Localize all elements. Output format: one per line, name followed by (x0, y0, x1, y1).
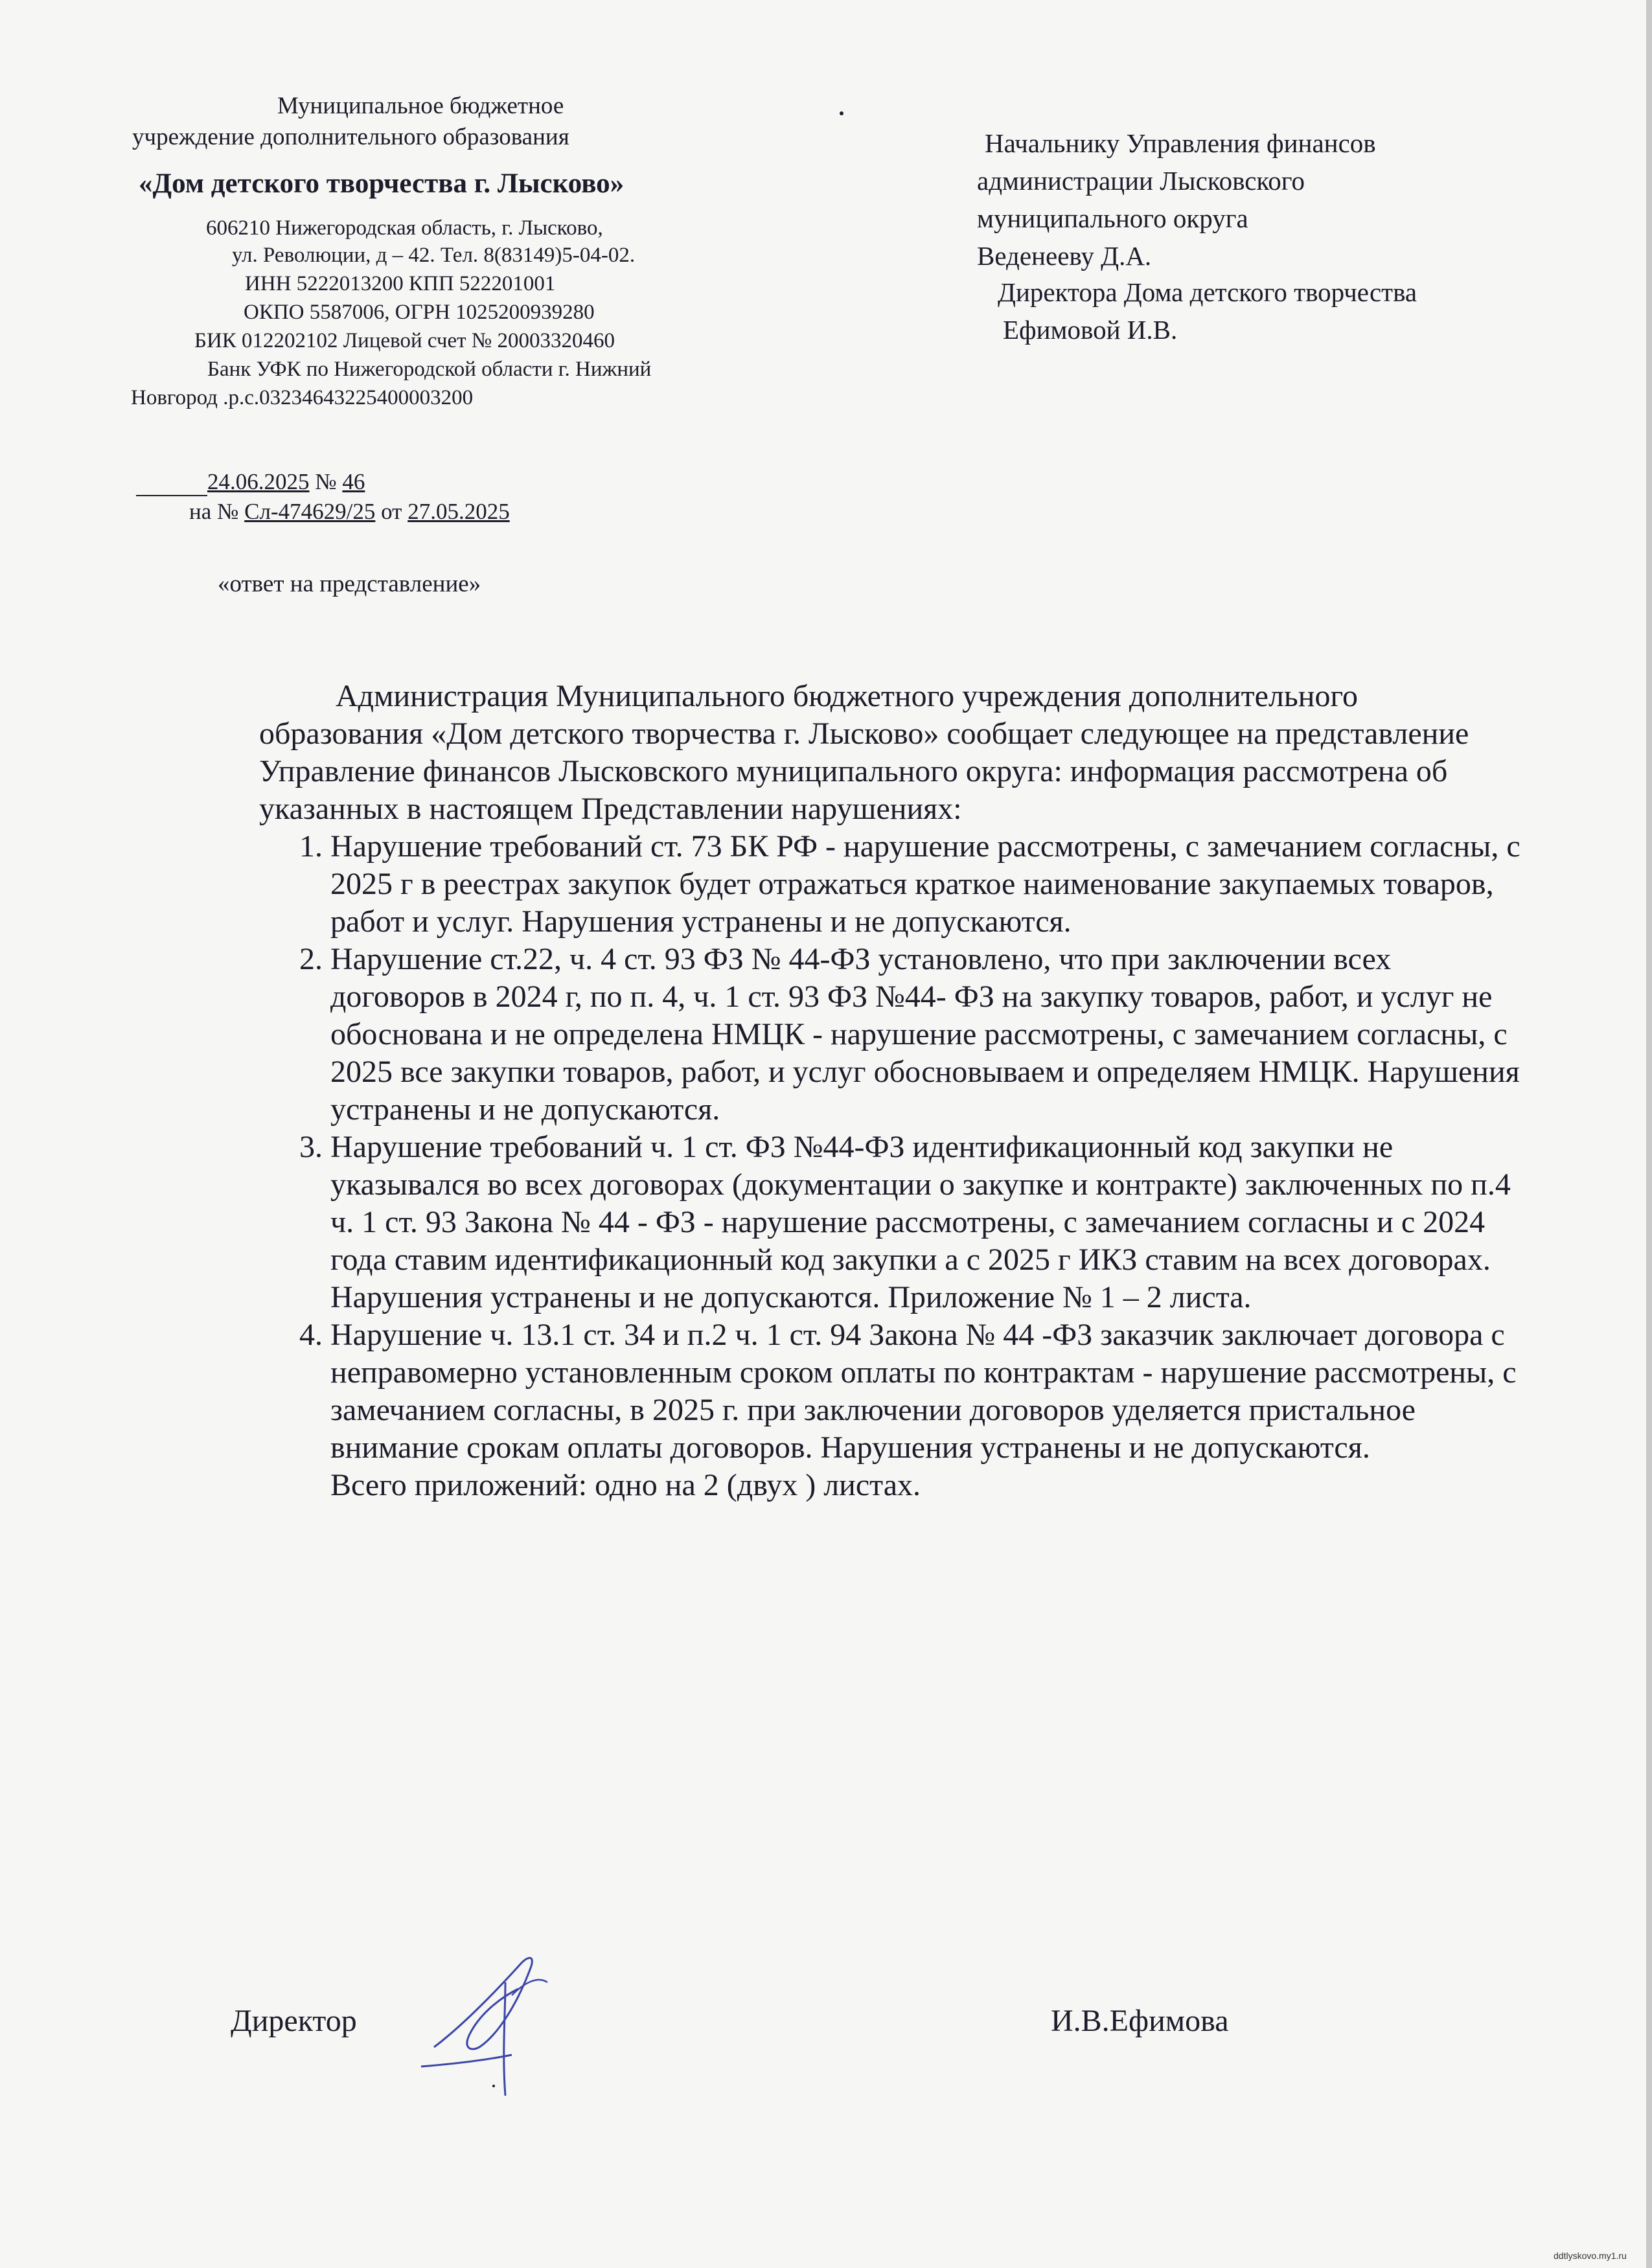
sender-address-2: ул. Революции, д – 42. Тел. 8(83149)5-04-02. (232, 244, 636, 267)
sender-address-1: 606210 Нижегородская область, г. Лысково, (206, 216, 603, 240)
reference-date: 27.05.2025 (407, 499, 510, 524)
scan-edge (1646, 0, 1652, 2268)
sender-line-2: учреждение дополнительного образования (132, 124, 569, 150)
sender-bank-1: Банк УФК по Нижегородской области г. Нижний (207, 358, 652, 381)
signature-title: Директор (231, 2004, 357, 2038)
sender-inn: ИНН 5222013200 КПП 522201001 (245, 272, 556, 295)
subject-line: «ответ на представление» (218, 571, 481, 597)
reference-line (189, 498, 510, 526)
handwritten-signature (408, 1937, 583, 2105)
site-footer: ddtlyskovo.my1.ru (1554, 2251, 1627, 2261)
sender-name: «Дом детского творчества г. Лысково» (139, 168, 625, 199)
sender-line-1: Муниципальное бюджетное (277, 93, 564, 119)
scan-dot (840, 111, 843, 115)
scan-dot (492, 2085, 495, 2087)
finding-item: 4. Нарушение ч. 13.1 ст. 34 и п.2 ч. 1 ст. 94 Закона № 44 -ФЗ заказчик заключает договора с неправомерно установленным сроком оплаты по контрактам - нарушение рассмотрены, с замечанием согласны, в 2025 г. при заключении договоров уделяется пристальное внимание срокам оплаты договоров. Нарушения устранены и не допускаются. (330, 1316, 1529, 1467)
reference-from: от (381, 499, 402, 524)
recipient-line-3: муниципального округа (977, 203, 1248, 233)
outgoing-date: 24.06.2025 (207, 469, 310, 494)
attachments-total: Всего приложений: одно на 2 (двух ) листах. (330, 1468, 921, 1502)
signatory-name: И.В.Ефимова (1051, 2004, 1229, 2038)
sender-okpo: ОКПО 5587006, ОГРН 1025200939280 (244, 301, 595, 324)
letter-body (259, 678, 1529, 1504)
sender-bik: БИК 012202102 Лицевой счет № 20003320460 (194, 329, 615, 352)
finding-item: 3. Нарушение требований ч. 1 ст. ФЗ №44-ФЗ идентификационный код закупки не указывался во всех договорах (документации о закупке и контракте) заключенных по п.4 ч. 1 ст. 93 Закона № 44 - ФЗ - нарушение рассмотрены, с замечанием согласны и с 2024 года ставим идентификационный код закупки а с 2025 г ИКЗ ставим на всех договорах. Нарушения устранены и не допускаются. Приложение № 1 – 2 листа. (330, 1128, 1529, 1316)
outgoing-number-prefix: № (315, 469, 337, 494)
intro-paragraph: Администрация Муниципального бюджетного учреждения дополнительного образования «Дом детского творчества г. Лысково» сообщает следующее на представление Управление финансов Лысковского муниципального округа: информация рассмотрена об указанных в настоящем Представлении нарушениях: (259, 679, 1469, 826)
recipient-line-4: Веденееву Д.А. (977, 241, 1152, 271)
finding-item: 1. Нарушение требований ст. 73 БК РФ - нарушение рассмотрены, с замечанием согласны, с 2025 г в реестрах закупок будет отражаться краткое наименование закупаемых товаров, работ и услуг. Нарушения устранены и не допускаются. (330, 828, 1529, 941)
recipient-line-2: администрации Лысковского (977, 166, 1305, 196)
reference-prefix: на № (189, 499, 239, 524)
finding-item: 2. Нарушение ст.22, ч. 4 ст. 93 ФЗ № 44-ФЗ установлено, что при заключении всех договоров в 2024 г, по п. 4, ч. 1 ст. 93 ФЗ №44- ФЗ на закупку товаров, работ, и услуг не обоснована и не определена НМЦК - нарушение рассмотрены, с замечанием согласны, с 2025 все закупки товаров, работ, и услуг обосновываем и определяем НМЦК. Нарушения устранены и не допускаются. (330, 941, 1529, 1128)
recipient-line-5: Директора Дома детского творчества (998, 277, 1417, 307)
recipient-line-1: Начальнику Управления финансов (985, 128, 1376, 158)
outgoing-number-line (136, 468, 365, 496)
findings-list (259, 828, 1529, 1467)
date-underline (136, 475, 207, 496)
reference-number: Сл-474629/25 (244, 499, 376, 524)
outgoing-number: 46 (342, 469, 365, 494)
recipient-line-6: Ефимовой И.В. (1003, 315, 1178, 345)
sender-bank-2: Новгород .р.с.03234643225400003200 (131, 386, 474, 409)
